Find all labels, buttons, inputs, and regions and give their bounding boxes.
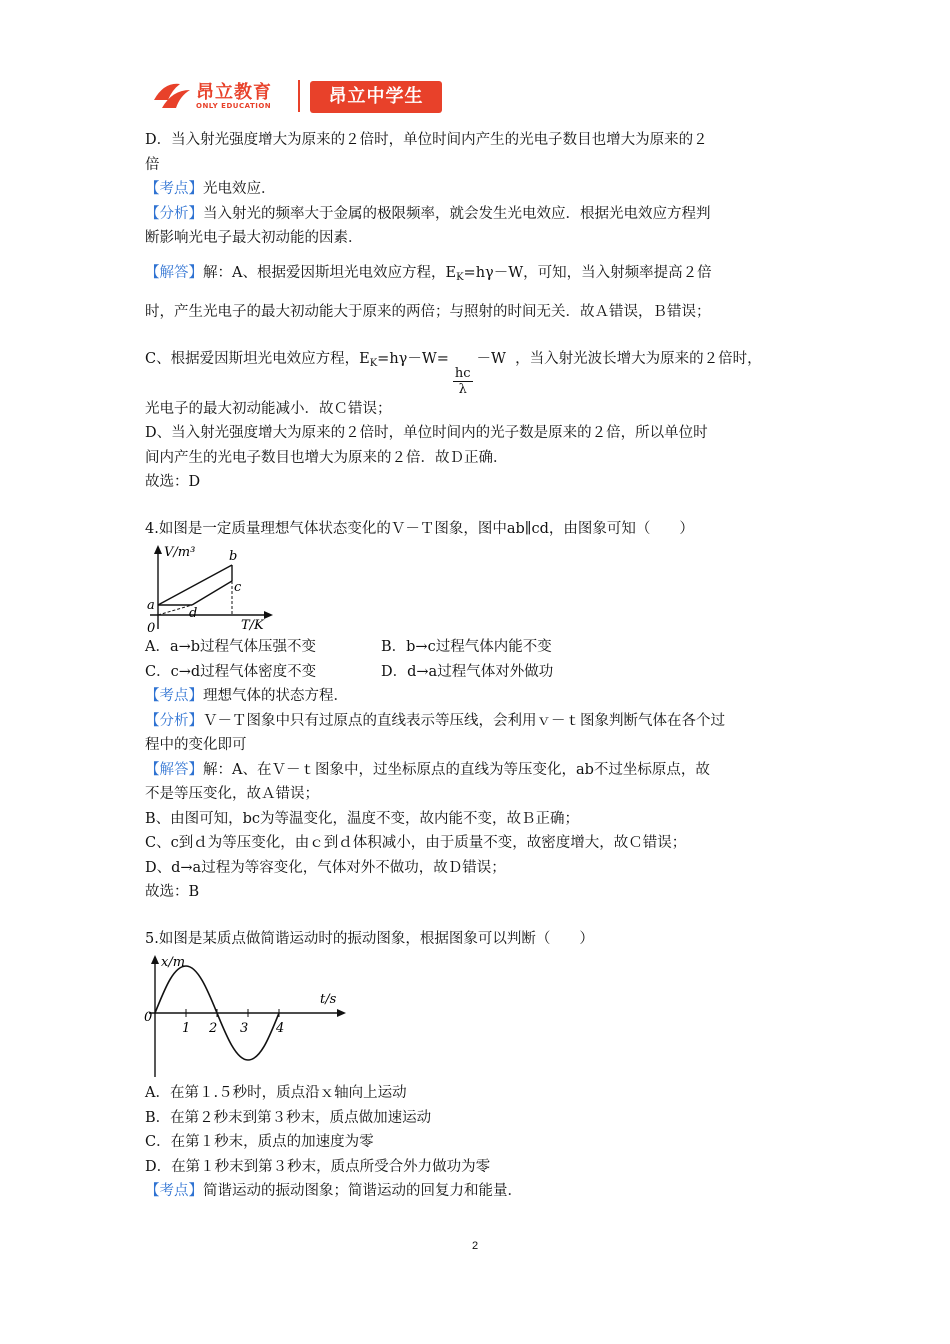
vt-xlabel: T/K bbox=[241, 618, 264, 633]
shm-xlabel: t/s bbox=[320, 992, 337, 1007]
q3-fenxi-cont: 断影响光电子最大初动能的因素． bbox=[145, 230, 363, 246]
q3-option-d: D．当入射光强度增大为原来的２倍时，单位时间内产生的光电子数目也增大为原来的２ bbox=[145, 132, 708, 148]
q3-jieda-line5: D、当入射光强度增大为原来的２倍时，单位时间内的光子数是原来的２倍，所以单位时 bbox=[145, 425, 708, 441]
q5-option-d: D．在第１秒末到第３秒末，质点所受合外力做功为零 bbox=[145, 1158, 491, 1175]
q4-kaodian: 【考点】理想气体的状态方程． bbox=[145, 688, 348, 704]
shm-tick-label-3: 3 bbox=[240, 1021, 249, 1036]
header-divider bbox=[298, 80, 300, 112]
vt-segment-cd bbox=[192, 581, 232, 605]
vt-dash-origin bbox=[158, 605, 192, 615]
q3-option-d-cont: 倍 bbox=[145, 156, 160, 173]
jieda-tag: 【解答】 bbox=[145, 761, 203, 778]
q3-fenxi bbox=[145, 202, 805, 227]
q4-fenxi-cont: 程中的变化即可 bbox=[145, 737, 247, 753]
q3-jieda-line2: 时，产生光电子的最大初动能大于原来的两倍；与照射的时间无关．故Ａ错误，Ｂ错误； bbox=[145, 304, 711, 320]
q4-option-a: A．a→b过程气体压强不变 bbox=[145, 639, 317, 655]
vt-ylabel: V/m³ bbox=[164, 545, 196, 560]
shm-y-arrow bbox=[151, 955, 159, 964]
vt-graph bbox=[145, 543, 275, 635]
q4-option-b: B．b→c过程气体内能不变 bbox=[381, 639, 552, 655]
q4-jieda-line3: B、由图可知，bc为等温变化，温度不变，故内能不变，故Ｂ正确； bbox=[145, 810, 580, 827]
vt-point-d: d bbox=[189, 606, 198, 621]
q5-kaodian: 【考点】简谐运动的振动图象；简谐运动的回复力和能量． bbox=[145, 1183, 522, 1199]
shm-origin: 0 bbox=[144, 1010, 153, 1025]
q3-kaodian bbox=[145, 177, 805, 202]
q3-fenxi-text: 当入射光的频率大于金属的极限频率，就会发生光电效应．根据光电效应方程判 bbox=[203, 205, 711, 222]
q5-stem: 5.如图是某质点做简谐运动时的振动图象，根据图象可以判断（ ） bbox=[145, 930, 594, 947]
q4-options-row2 bbox=[145, 660, 805, 685]
q4-jieda-line5: D、d→a过程为等容变化，气体对外不做功，故Ｄ错误； bbox=[145, 859, 506, 876]
brand-logo-icon bbox=[150, 78, 194, 114]
vt-origin: 0 bbox=[147, 621, 156, 636]
shm-x-arrow bbox=[337, 1009, 346, 1017]
shm-tick-label-4: 4 bbox=[276, 1021, 285, 1036]
q4-options-row1 bbox=[145, 635, 805, 660]
formula-fraction: $\frac{hc}{\lambda}$ bbox=[454, 365, 471, 397]
vt-y-arrow bbox=[154, 545, 162, 554]
q5-option-c: C．在第１秒末，质点的加速度为零 bbox=[145, 1134, 374, 1150]
q5-option-a: A．在第１.５秒时，质点沿ｘ轴向上运动 bbox=[145, 1085, 407, 1101]
q4-option-d: D．d→a过程气体对外做功 bbox=[381, 663, 554, 680]
q5-option-b: B．在第２秒末到第３秒末，质点做加速运动 bbox=[145, 1109, 432, 1126]
kaodian-tag: 【考点】 bbox=[145, 1183, 203, 1199]
vt-point-a: a bbox=[147, 598, 155, 613]
kaodian-tag: 【考点】 bbox=[145, 181, 203, 197]
shm-tick-label-1: 1 bbox=[182, 1021, 191, 1036]
vt-point-b: b bbox=[229, 549, 238, 564]
q4-fenxi: 【分析】Ｖ－Ｔ图象中只有过原点的直线表示等压线，会利用ｖ－ｔ图象判断气体在各个过 bbox=[145, 712, 725, 729]
jieda-tag: 【解答】 bbox=[145, 264, 203, 281]
q3-jieda: 【解答】解：A、根据爱因斯坦光电效应方程，$E_K=h\gamma-W$，可知，当入射频率提高２倍 bbox=[145, 264, 712, 283]
brand-name-en: ONLY EDUCATION bbox=[196, 102, 272, 110]
q4-jieda: 【解答】解：A、在Ｖ－ｔ图象中，过坐标原点的直线为等压变化，ab不过坐标原点，故 bbox=[145, 761, 710, 778]
vt-x-arrow bbox=[264, 611, 273, 619]
shm-ylabel: x/m bbox=[161, 955, 186, 970]
shm-tick-label-2: 2 bbox=[209, 1021, 218, 1036]
q3-answer: 故选：D bbox=[145, 474, 201, 490]
page-header bbox=[150, 76, 450, 116]
q4-answer: 故选：B bbox=[145, 884, 200, 900]
q4-jieda-line4: C、c到ｄ为等压变化，由ｃ到ｄ体积减小，由于质量不变，故密度增大，故Ｃ错误； bbox=[145, 835, 687, 851]
q3-kaodian-text: 光电效应． bbox=[203, 181, 276, 197]
q4-jieda-line2: 不是等压变化，故Ａ错误； bbox=[145, 786, 319, 802]
vt-point-c: c bbox=[234, 580, 242, 595]
q3-jieda-line6: 间内产生的光电子数目也增大为原来的２倍．故Ｄ正确． bbox=[145, 449, 508, 466]
q3-jieda-line4: 光电子的最大初动能减小．故Ｃ错误； bbox=[145, 400, 392, 417]
fenxi-tag: 【分析】 bbox=[145, 205, 203, 222]
brand-name: 昂立教育 bbox=[196, 82, 272, 103]
brand-badge: 昂立中学生 bbox=[310, 81, 442, 113]
q3-jieda-line3: C、根据爱因斯坦光电效应方程，$E_K=h\gamma-W=$ $\frac{hc}{\lambda}$ －W ，当入射光波长增大为原来的２倍时， bbox=[145, 350, 762, 397]
vt-segment-ab bbox=[158, 565, 232, 605]
q4-option-c: C．c→d过程气体密度不变 bbox=[145, 663, 317, 680]
shm-graph bbox=[145, 953, 350, 1081]
document-body bbox=[145, 128, 805, 1204]
fenxi-tag: 【分析】 bbox=[145, 712, 203, 729]
page-number: 2 bbox=[471, 1240, 479, 1252]
kaodian-tag: 【考点】 bbox=[145, 688, 203, 704]
q4-stem: 4.如图是一定质量理想气体状态变化的Ｖ－Ｔ图象，图中ab∥cd，由图象可知（ ） bbox=[145, 520, 694, 537]
